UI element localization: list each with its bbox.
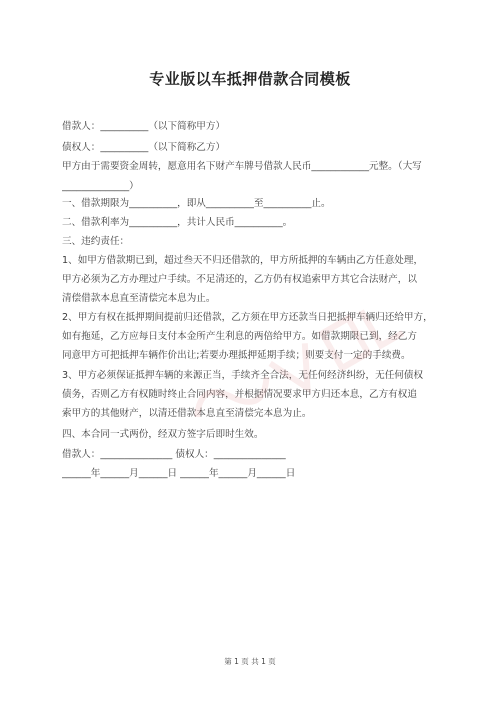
breach-item-3-line-2: 债务，否则乙方有权随时终止合同内容，并根据情况要求甲方归还本息，乙方有权追 bbox=[62, 389, 417, 400]
clause-1-term: 一、借款期限为__________，即从__________至__________止。 bbox=[62, 198, 331, 209]
document-title: 专业版以车抵押借款合同模板 bbox=[149, 70, 351, 88]
breach-item-1-line-3: 清偿借款本息直至清偿完本息为止。 bbox=[62, 293, 216, 304]
breach-item-2-line-1: 2、甲方有权在抵押期间提前归还借款，乙方须在甲方还款当日把抵押车辆归还给甲方， bbox=[62, 312, 433, 323]
breach-item-3-line-1: 3、甲方必须保证抵押车辆的来源正当，手续齐全合法，无任何经济纠纷，无任何债权 bbox=[62, 370, 424, 381]
breach-item-1-line-1: 1、如甲方借款期已到，超过叁天不归还借款的，甲方所抵押的车辆由乙方任意处理， bbox=[62, 255, 424, 266]
creditor-line: 债权人：__________（以下简称乙方） bbox=[62, 142, 226, 153]
date-line: ______年______月______日 ______年______月______日 bbox=[62, 468, 296, 479]
clause-3-heading: 三、违约责任： bbox=[62, 236, 130, 247]
page-footer: 第 1 页 共 1 页 bbox=[224, 657, 276, 666]
amount-capital-line: ______________） bbox=[62, 181, 139, 192]
breach-item-3-line-3: 索甲方的其他财产，以清还借款本息直至清偿完本息为止。 bbox=[62, 408, 312, 419]
borrower-line: 借款人：__________（以下简称甲方） bbox=[62, 121, 226, 132]
signature-line: 借款人：_______________ 债权人：_______________ bbox=[62, 449, 286, 460]
breach-item-1-line-2: 甲方必须为乙方办理过户手续。不足清还的，乙方仍有权追索甲方其它合法财产，以 bbox=[62, 274, 417, 285]
loan-purpose-line: 甲方由于需要资金周转，愿意用名下财产车牌号借款人民币____________元整。（大写 bbox=[62, 161, 422, 172]
breach-item-2-line-3: 同意甲方可把抵押车辆作价出让;若要办理抵押延期手续；则要支付一定的手续费。 bbox=[62, 350, 411, 361]
clause-2-rate: 二、借款利率为__________，共计人民币__________。 bbox=[62, 217, 293, 228]
breach-item-2-line-2: 如有拖延，乙方应每日支付本金所产生利息的两倍给甲方。如借款期限已到，经乙方 bbox=[62, 331, 417, 342]
clause-4-effective: 四、本合同一式两份，经双方签字后即时生效。 bbox=[62, 429, 264, 440]
